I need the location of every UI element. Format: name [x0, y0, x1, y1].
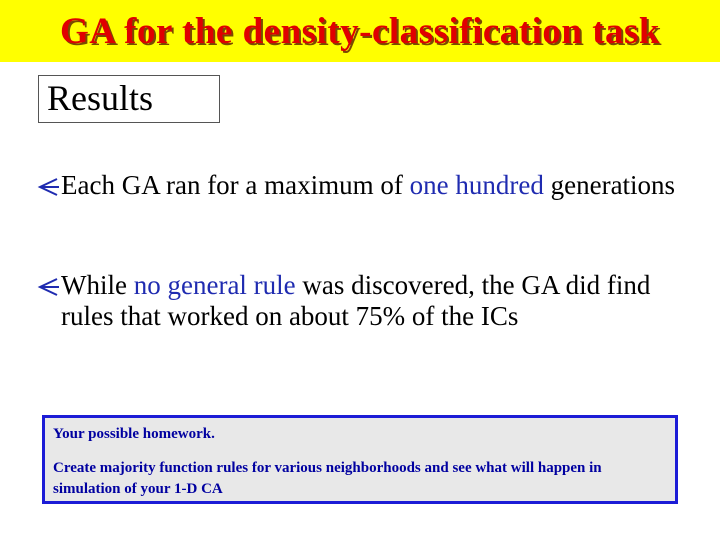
bullet-text-part: While — [61, 270, 134, 300]
bullet-text-part: generations — [543, 170, 676, 200]
left-arrow-bullet-icon — [36, 270, 60, 301]
section-label-box — [38, 75, 220, 123]
bullet-text-part: Each GA ran for a maximum of — [61, 170, 410, 200]
bullet-item — [36, 270, 686, 332]
bullet-text — [36, 170, 686, 201]
homework-heading: Your possible homework. — [53, 426, 215, 442]
slide-title: GA for the density-classification task — [59, 10, 661, 52]
bullet-text-part: was discovered, the GA did find rules that worked on about 75% of the ICs — [61, 270, 651, 331]
homework-body: Create majority function rules for various neighborhoods and see what will happen in simulation of your 1-D CA — [53, 460, 602, 497]
bullet-text — [36, 270, 686, 332]
left-arrow-bullet-icon — [36, 170, 60, 201]
bullet-item — [36, 170, 686, 201]
bullet-highlight-text: no general rule — [133, 270, 296, 300]
homework-box — [42, 415, 678, 504]
section-label: Results — [47, 78, 154, 118]
title-bar — [0, 0, 720, 62]
bullet-highlight-text: one hundred — [409, 170, 544, 200]
